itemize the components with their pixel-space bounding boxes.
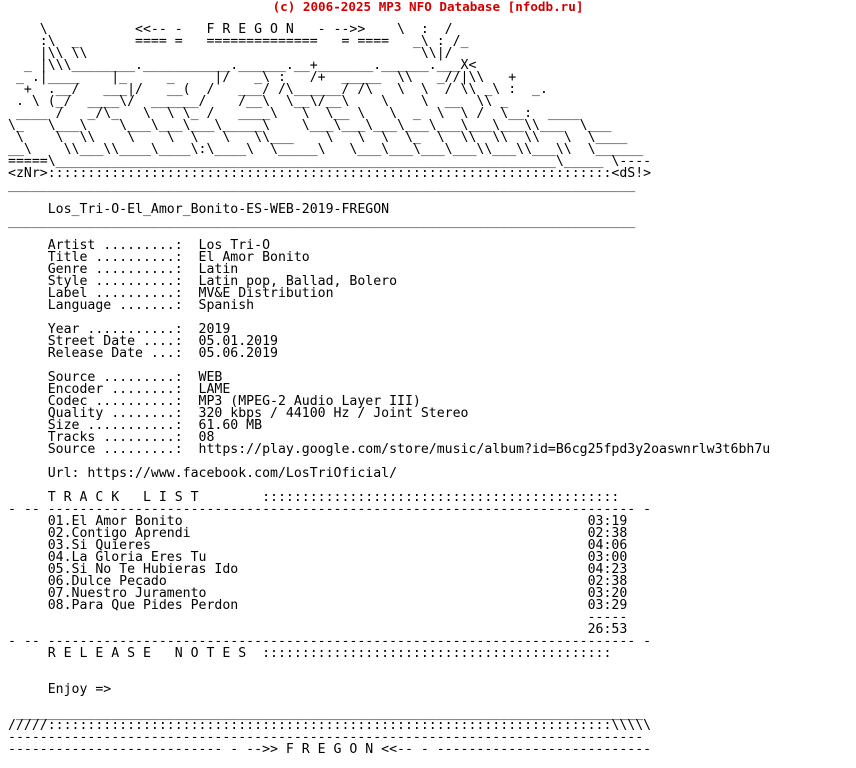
- nfo-line: Url: https://www.facebook.com/LosTriOficial/: [8, 466, 398, 481]
- nfo-line: Codec ..........: MP3 (MPEG-2 Audio Layer III): [8, 394, 421, 409]
- nfo-line: - -- -------------------------------------------------------------------------- -: [8, 634, 652, 649]
- nfo-line: R E L E A S E N O T E S ::::::::::::::::::::::::::::::::::::::::::::: [8, 646, 612, 661]
- nfo-line: |\\ \\ \\|/: [8, 46, 453, 61]
- nfo-line: --------------------------- - -->> F R E G O N <<-- - ---------------------------: [8, 742, 652, 757]
- nfo-line: Encoder ........: LAME: [8, 382, 231, 397]
- nfo-line: 04.La Gloria Eres Tu 03:00: [8, 550, 628, 565]
- nfo-line: 07.Nuestro Juramento 03:20: [8, 586, 628, 601]
- nfo-line: Street Date ....: 05.01.2019: [8, 334, 278, 349]
- nfo-line: _______________________________________________________________________________: [8, 214, 636, 229]
- nfo-line: _ |\\\________.___________.______.__+_______.______.___X<: [8, 58, 477, 73]
- nfo-line: 05.Si No Te Hubieras Ido 04:23: [8, 562, 628, 577]
- nfo-line: Title ..........: El Amor Bonito: [8, 250, 310, 265]
- nfo-line: Artist .........: Los Tri-O: [8, 238, 271, 253]
- nfo-line: Year ...........: 2019: [8, 322, 231, 337]
- nfo-line: Style ..........: Latin pop, Ballad, Bolero: [8, 274, 398, 289]
- nfo-line: _______________________________________________________________________________: [8, 706, 644, 721]
- nfo-line: _ .|____ |_ _ |/ _\ : /+ _____ \\ _//|\\ +: [8, 70, 517, 85]
- nfo-line: /////:::::::::::::::::::::::::::::::::::::::::::::::::::::::::::::::::::::::\\\\\: [8, 718, 652, 733]
- nfo-line: . \ (_/ ____\/ ______/ /__\ \__\/__\ \ \ __ \\ _: [8, 94, 509, 109]
- nfo-line: Source .........: WEB: [8, 370, 223, 385]
- site-header: (c) 2006-2025 MP3 NFO Database [nfodb.ru]: [272, 0, 584, 14]
- nfo-line: Enjoy =>: [8, 682, 112, 697]
- nfo-line: Release Date ...: 05.06.2019: [8, 346, 278, 361]
- nfo-line: __\ \\___\\____\____\:\____\ \_____\ \___\___\___\___\\___\\___\\ \______: [8, 142, 644, 157]
- nfo-line: T R A C K L I S T :::::::::::::::::::::::::::::::::::::::::::::: [8, 490, 620, 505]
- nfo-line: 08.Para Que Pides Perdon 03:29: [8, 598, 628, 613]
- nfo-line: <zNr>:::::::::::::::::::::::::::::::::::::::::::::::::::::::::::::::::::::::<dS!>: [8, 166, 652, 181]
- nfo-line: Size ...........: 61.60 MB: [8, 418, 263, 433]
- nfo-line: Genre ..........: Latin: [8, 262, 239, 277]
- nfo-line: --------------------------------------------------------------------------------: [8, 730, 644, 745]
- nfo-line: Label ..........: MV&E Distribution: [8, 286, 334, 301]
- nfo-line: Los_Tri-O-El_Amor_Bonito-ES-WEB-2019-FREGON: [8, 202, 390, 217]
- nfo-line: ____ / _/\_ \ \ \_ / ____\ \ \__ \ \ _ \ \ / \__: ____: [8, 106, 580, 121]
- nfo-line: =====\_______________________________________________________________\_____ \----: [8, 154, 652, 169]
- nfo-line: 03.Si Quieres 04:06: [8, 538, 628, 553]
- nfo-line: :\ _ ==== = ============== = ==== _\ : /_: [8, 34, 469, 49]
- nfo-line: 26:53: [8, 622, 628, 637]
- nfo-line: \ <<-- - F R E G O N - -->> \ : /: [8, 22, 453, 37]
- nfo-line: 01.El Amor Bonito 03:19: [8, 514, 628, 529]
- nfo-line: Tracks .........: 08: [8, 430, 215, 445]
- nfo-line: 06.Dulce Pecado 02:38: [8, 574, 628, 589]
- nfo-line: 02.Contigo Aprendi 02:38: [8, 526, 628, 541]
- nfo-line: Source .........: https://play.google.com/store/music/album?id=B6cg25fpd3y2oaswnrlw3t6bh7u: [8, 442, 771, 457]
- nfo-text-block: [8, 24, 770, 756]
- nfo-line: Quality ........: 320 kbps / 44100 Hz / Joint Stereo: [8, 406, 469, 421]
- nfo-line: - -- -------------------------------------------------------------------------- -: [8, 502, 652, 517]
- nfo-line: \ \ \\ \ \ \ \ \\___ \ \ \ \_ \ \\ \\ \\ \ \____: [8, 130, 628, 145]
- nfo-line: \_ \___\ \___\___\___\_____\ \___\___\___\___\___\___\___\\___ \___: [8, 118, 612, 133]
- nfo-line: + .__/ ___|/ __( / ___/ /\______/ /\ \ \ / \\ _\ : _.: [8, 82, 548, 97]
- nfo-line: Language .......: Spanish: [8, 298, 255, 313]
- nfo-line: _______________________________________________________________________________: [8, 178, 636, 193]
- nfo-line: -----: [8, 610, 628, 625]
